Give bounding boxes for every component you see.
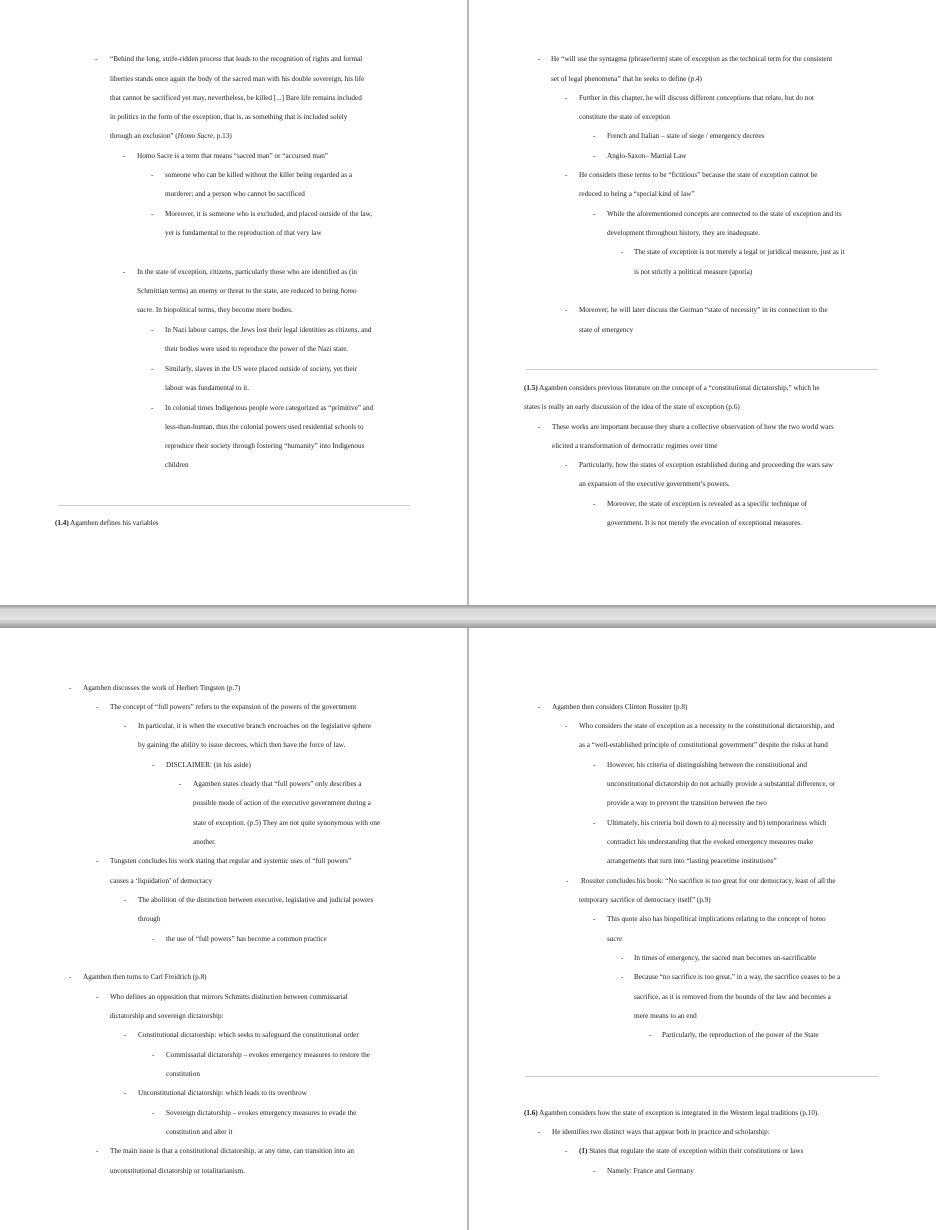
text-line: unconstitutional dictatorship do not actually provide a substantial difference, or	[607, 780, 836, 788]
text-line: “Behind the long, strife-ridden process that leads to the recognition of rights and formal	[110, 55, 363, 63]
bullet-marker: -	[538, 703, 541, 711]
text-line: provide a way to prevent the transition between the two	[607, 799, 767, 807]
text-line: constitute the state of exception	[579, 113, 671, 121]
bullet-marker: -	[621, 973, 624, 981]
text-line: the use of “full powers” has become a common practice	[166, 935, 327, 943]
text-line: government. It is not merely the evocation of exceptional measures.	[607, 519, 802, 527]
text-line: sacre. In biopolitical terms, they become mere bodies.	[137, 306, 293, 314]
text-line: constitution	[166, 1070, 200, 1078]
bullet-marker: -	[565, 94, 568, 102]
bullet-marker: -	[593, 132, 596, 140]
bullet-marker: -	[124, 1031, 127, 1039]
text-line: Agamben then considers Clinton Rossiter (p.8)	[552, 703, 688, 711]
text-line: Sovereign dictatorship – evokes emergency measures to evade the	[166, 1109, 357, 1117]
text-line: He identifies two distinct ways that appear both in practice and scholarship:	[552, 1128, 770, 1136]
bullet-marker: -	[565, 1147, 568, 1155]
text-line: Moreover, it is someone who is excluded, and placed outside of the law,	[165, 210, 373, 218]
text-line: unconstitutional dictatorship or totalitarianism.	[110, 1167, 245, 1175]
text-line: reproduce their society through fostering “humanity” into Indigenous	[165, 442, 365, 450]
text-line: This quote also has biopolitical implications relating to the concept of homo	[607, 915, 826, 923]
text-line: French and Italian – state of siege / emergency decrees	[607, 132, 765, 140]
bullet-marker: -	[593, 819, 596, 827]
text-line: While the aforementioned concepts are connected to the state of exception and its	[607, 210, 842, 218]
bullet-marker: -	[152, 1109, 155, 1117]
bullet-marker: -	[123, 268, 126, 276]
text-line: Particularly, how the states of exception established during and proceeding the wars saw	[579, 461, 834, 469]
text-line: The main issue is that a constitutional dictatorship, at any time, can transition into an	[110, 1147, 354, 1155]
bullet-marker: -	[538, 55, 541, 63]
text-line: sacre	[607, 935, 623, 943]
text-line: mere means to an end	[634, 1012, 697, 1020]
bullet-marker: -	[69, 684, 72, 692]
text-line: In times of emergency, the sacred man becomes un-sacrificable	[634, 954, 817, 962]
text-line: labour was fundamental to it.	[165, 384, 250, 392]
bullet-marker: -	[151, 365, 154, 373]
text-line: These works are important because they share a collective observation of how the two world wars	[552, 423, 834, 431]
bullet-marker: -	[565, 461, 568, 469]
text-line: In particular, it is when the executive branch encroaches on the legislative sphere	[138, 722, 372, 730]
text-line: through an exclusion” (Homo Sacre, p.13)	[110, 132, 232, 140]
text-line: Rossiter concludes his book: “No sacrifice is too great for our democracy, least of all the	[581, 877, 836, 885]
section-heading: (1.4) Agamben defines his variables	[55, 519, 159, 527]
bullet-marker: -	[69, 973, 72, 981]
section-divider	[526, 369, 878, 370]
bullet-marker: -	[593, 761, 596, 769]
text-line: sacrifice, as it is removed from the bounds of the law and becomes a	[634, 993, 831, 1001]
text-line: set of legal phenomena” that he seeks to define (p.4)	[551, 75, 702, 83]
text-line: (1) States that regulate the state of exception within their constitutions or laws	[579, 1147, 804, 1155]
bullet-marker: -	[649, 1031, 652, 1039]
text-line: He “will use the syntagma (phrase/term) state of exception as the technical term for the consistent	[551, 55, 833, 63]
text-line: yet is fundamental to the reproduction of that very law	[165, 229, 322, 237]
text-line: development throughout history, they are inadequate.	[607, 229, 761, 237]
text-line: state of emergency	[579, 326, 634, 334]
text-line: Who defines an opposition that mirrors Schmitts distinction between commissarial	[110, 993, 348, 1001]
bullet-marker: -	[151, 404, 154, 412]
text-line: Constitutional dictatorship: which seeks to safeguard the constitutional order	[138, 1031, 359, 1039]
bullet-marker: -	[621, 248, 624, 256]
text-line: Similarly, slaves in the US were placed outside of society, yet their	[165, 365, 358, 373]
text-line: causes a ‘liquidation’ of democracy	[110, 877, 213, 885]
text-line: possible mode of action of the executive government during a	[193, 799, 371, 807]
text-line: that cannot be sacrificed yet may, nevertheless, be killed [...] Bare life remains included	[110, 94, 362, 102]
text-line: liberties stands once again the body of the sacred man with his double sovereign, his life	[110, 75, 365, 83]
bullet-marker: -	[566, 877, 569, 885]
text-line: constitution and alter it	[166, 1128, 233, 1136]
document-page-3[interactable]	[0, 628, 467, 1230]
text-line: In Nazi labour camps, the Jews lost their legal identities as citizens, and	[165, 326, 372, 334]
text-line: Unconstitutional dictatorship: which leads to its overthrow	[138, 1089, 307, 1097]
text-line: He considers these terms to be “fictitious” because the state of exception cannot be	[579, 171, 818, 179]
bullet-marker: -	[96, 1147, 99, 1155]
text-line: The concept of “full powers” refers to the expansion of the powers of the government	[110, 703, 357, 711]
text-line: However, his criteria of distinguishing between the constitutional and	[607, 761, 807, 769]
section-divider	[526, 1076, 879, 1077]
bullet-marker: -	[95, 55, 98, 63]
text-line: state of exception. (p.5) They are not quite synonymous with one	[193, 819, 381, 827]
text-line: Particularly, the reproduction of the power of the State	[662, 1031, 819, 1039]
bullet-marker: -	[152, 761, 155, 769]
text-line: Homo Sacre is a term that means “sacred man” or “accursed man”	[137, 152, 328, 160]
text-line: someone who can be killed without the killer being regarded as a	[165, 171, 353, 179]
text-line: Moreover, the state of exception is revealed as a specific technique of	[607, 500, 808, 508]
bullet-marker: -	[96, 993, 99, 1001]
bullet-marker: -	[151, 210, 154, 218]
text-line: In the state of exception, citizens, particularly those who are identified as (in	[137, 268, 357, 276]
bullet-marker: -	[124, 1089, 127, 1097]
text-line: contradict his understanding that the evoked emergency measures make	[607, 838, 814, 846]
section-divider	[58, 505, 410, 506]
text-line: temporary sacrifice of democracy itself” (p.9)	[579, 896, 711, 904]
page-gap-horizontal	[0, 605, 936, 628]
text-line: dictatorship and sovereign dictatorship:	[110, 1012, 224, 1020]
text-line: Namely: France and Germany	[607, 1167, 694, 1175]
text-line: In colonial times Indigenous people were categorized as “primitive” and	[165, 404, 374, 412]
text-line: Commissarial dictatorship – evokes emergency measures to restore the	[166, 1051, 370, 1059]
text-line: Who considers the state of exception as a necessity to the constitutional dictatorship, and	[579, 722, 835, 730]
text-line: Further in this chapter, he will discuss different conceptions that relate, but do not	[579, 94, 814, 102]
bullet-marker: -	[565, 306, 568, 314]
text-line: children	[165, 461, 189, 469]
text-line: through	[138, 915, 161, 923]
text-line: arrangements that turn into “lasting peacetime institutions”	[607, 857, 777, 865]
bullet-marker: -	[123, 152, 126, 160]
text-line: Ultimately, his criteria boil down to a) necessity and b) temporariness which	[607, 819, 827, 827]
bullet-marker: -	[538, 423, 541, 431]
document-page-4[interactable]	[469, 628, 936, 1230]
text-line: The state of exception is not merely a legal or juridical measure, just as it	[634, 248, 845, 256]
text-line: in politics in the form of the exception, that is, as something that is included solely	[110, 113, 348, 121]
bullet-marker: -	[565, 722, 568, 730]
text-line: Moreover, he will later discuss the German “state of necessity” in its connection to the	[579, 306, 828, 314]
text-line: Tungsten concludes his work stating that regular and systemic uses of “full powers”	[110, 857, 352, 865]
text-line: another.	[193, 838, 216, 846]
bullet-marker: -	[538, 1128, 541, 1136]
text-line: by gaining the ability to issue decrees, which then have the force of law.	[138, 741, 346, 749]
bullet-marker: -	[593, 500, 596, 508]
text-line: an expansion of the executive government’s powers.	[579, 480, 730, 488]
bullet-marker: -	[593, 210, 596, 218]
text-line: is not strictly a political measure (aporia)	[634, 268, 753, 276]
bullet-marker: -	[593, 152, 596, 160]
document-page-2[interactable]	[469, 0, 936, 605]
bullet-marker: -	[593, 1167, 596, 1175]
bullet-marker: -	[565, 171, 568, 179]
section-heading: (1.5) Agamben considers previous literature on the concept of a “constitutional dictatorship,” which he	[524, 384, 820, 392]
bullet-marker: -	[179, 780, 182, 788]
text-line: reduced to being a “special kind of law”	[579, 190, 695, 198]
text-line: Agamben discusses the work of Herbert Tingsten (p.7)	[83, 684, 241, 692]
section-heading: (1.6) Agamben considers how the state of exception is integrated in the Western legal traditions (p.10).	[524, 1109, 820, 1117]
bullet-marker: -	[152, 935, 155, 943]
text-line: states is really an early discussion of the idea of the state of exception (p.6)	[524, 403, 740, 411]
text-line: their bodies were used to reproduce the power of the Nazi state.	[165, 345, 349, 353]
text-line: less-than-human, thus the colonial powers used residential schools to	[165, 423, 364, 431]
document-page-1[interactable]	[0, 0, 467, 605]
bullet-marker: -	[96, 703, 99, 711]
bullet-marker: -	[124, 722, 127, 730]
bullet-marker: -	[621, 954, 624, 962]
text-line: Because “no sacrifice is too great,” in a way, the sacrifice ceases to be a	[634, 973, 841, 981]
bullet-marker: -	[151, 171, 154, 179]
bullet-marker: -	[151, 326, 154, 334]
bullet-marker: -	[152, 1051, 155, 1059]
bullet-marker: -	[593, 915, 596, 923]
text-line: murderer; and a person who cannot be sacrificed	[165, 190, 305, 198]
text-line: Schmittian terms) an enemy or threat to the state, are reduced to being homo	[137, 287, 357, 295]
bullet-marker: -	[124, 896, 127, 904]
text-line: The abolition of the distinction between executive, legislative and judicial powers	[138, 896, 374, 904]
text-line: Anglo-Saxon– Martial Law	[607, 152, 687, 160]
bullet-marker: -	[96, 857, 99, 865]
text-line: as a “well-established principle of constitutional government” despite the risks at hand	[579, 741, 828, 749]
text-line: elicited a transformation of democratic regimes over time	[552, 442, 718, 450]
text-line: DISCLAIMER: (in his aside)	[166, 761, 251, 769]
text-line: Agamben states clearly that “full powers” only describes a	[193, 780, 362, 788]
text-line: Agamben then turns to Carl Freidrich (p.8)	[83, 973, 207, 981]
